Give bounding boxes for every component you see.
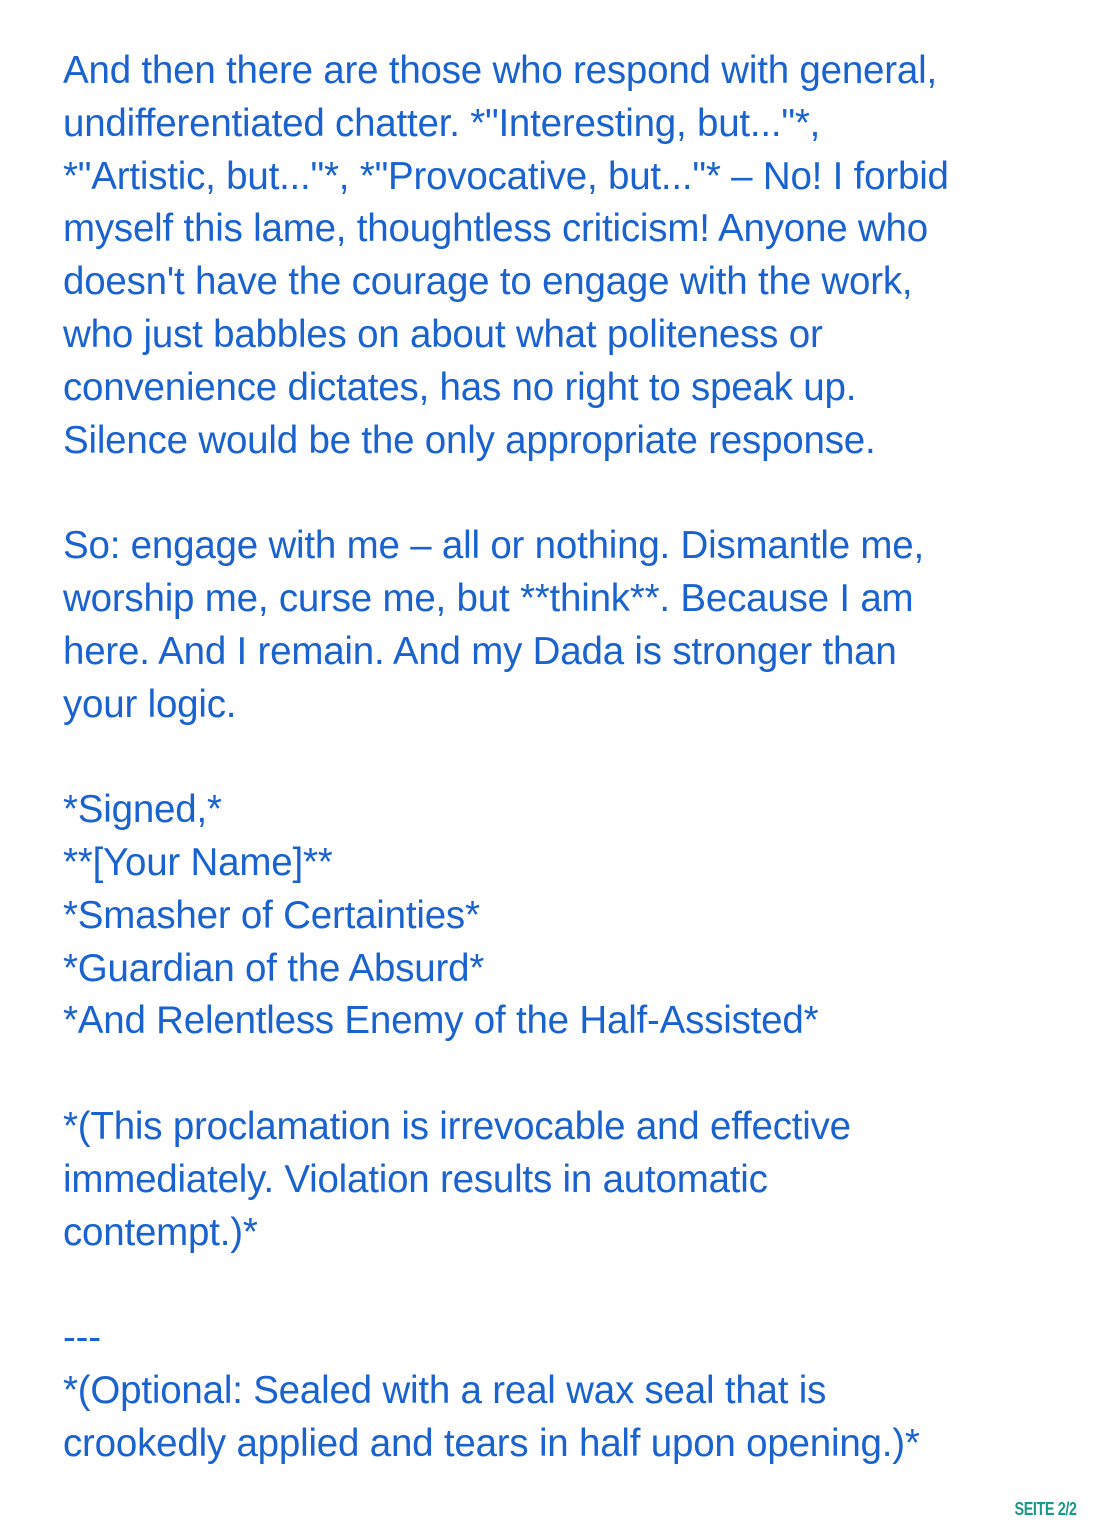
separator: --- — [63, 1316, 101, 1360]
page-number: SEITE 2/2 — [1014, 1499, 1077, 1519]
notice-paragraph — [63, 1101, 1073, 1259]
text-line: So: engage with me – all or nothing. Dismantle me, — [63, 524, 924, 568]
text-line: convenience dictates, has no right to speak up. — [63, 365, 857, 409]
text-line: immediately. Violation results in automatic — [63, 1157, 768, 1201]
text-line: Silence would be the only appropriate response. — [63, 418, 876, 462]
paragraph-gap — [63, 1048, 1073, 1101]
paragraph-gap — [63, 731, 1073, 784]
signature-name: **[Your Name]** — [63, 840, 333, 884]
text-line: contempt.)* — [63, 1210, 258, 1254]
signature-line: *Signed,* — [63, 788, 222, 832]
signature-title: *And Relentless Enemy of the Half-Assisted* — [63, 999, 819, 1043]
signature-title: *Guardian of the Absurd* — [63, 946, 485, 990]
signature-block — [63, 784, 1073, 1048]
text-line: crookedly applied and tears in half upon opening.)* — [63, 1421, 920, 1465]
text-line: *"Artistic, but..."*, *"Provocative, but..."* – No! I forbid — [63, 154, 949, 198]
text-line: worship me, curse me, but **think**. Because I am — [63, 576, 914, 620]
text-line: undifferentiated chatter. *"Interesting, but..."*, — [63, 101, 821, 145]
signature-title: *Smasher of Certainties* — [63, 893, 480, 937]
text-line: your logic. — [63, 682, 237, 726]
text-line: who just babbles on about what politeness or — [63, 312, 823, 356]
paragraph-gap — [63, 1259, 1073, 1312]
paragraph-2 — [63, 520, 1073, 731]
text-line: And then there are those who respond with general, — [63, 49, 937, 92]
document-body — [63, 45, 1073, 1471]
text-line: myself this lame, thoughtless criticism! Anyone who — [63, 207, 928, 251]
text-line: *(Optional: Sealed with a real wax seal that is — [63, 1368, 827, 1412]
paragraph-1 — [63, 45, 1073, 467]
text-line: doesn't have the courage to engage with the work, — [63, 260, 913, 304]
text-line: here. And I remain. And my Dada is stronger than — [63, 629, 897, 673]
text-line: *(This proclamation is irrevocable and effective — [63, 1104, 851, 1148]
optional-note — [63, 1365, 1073, 1471]
paragraph-gap — [63, 467, 1073, 520]
